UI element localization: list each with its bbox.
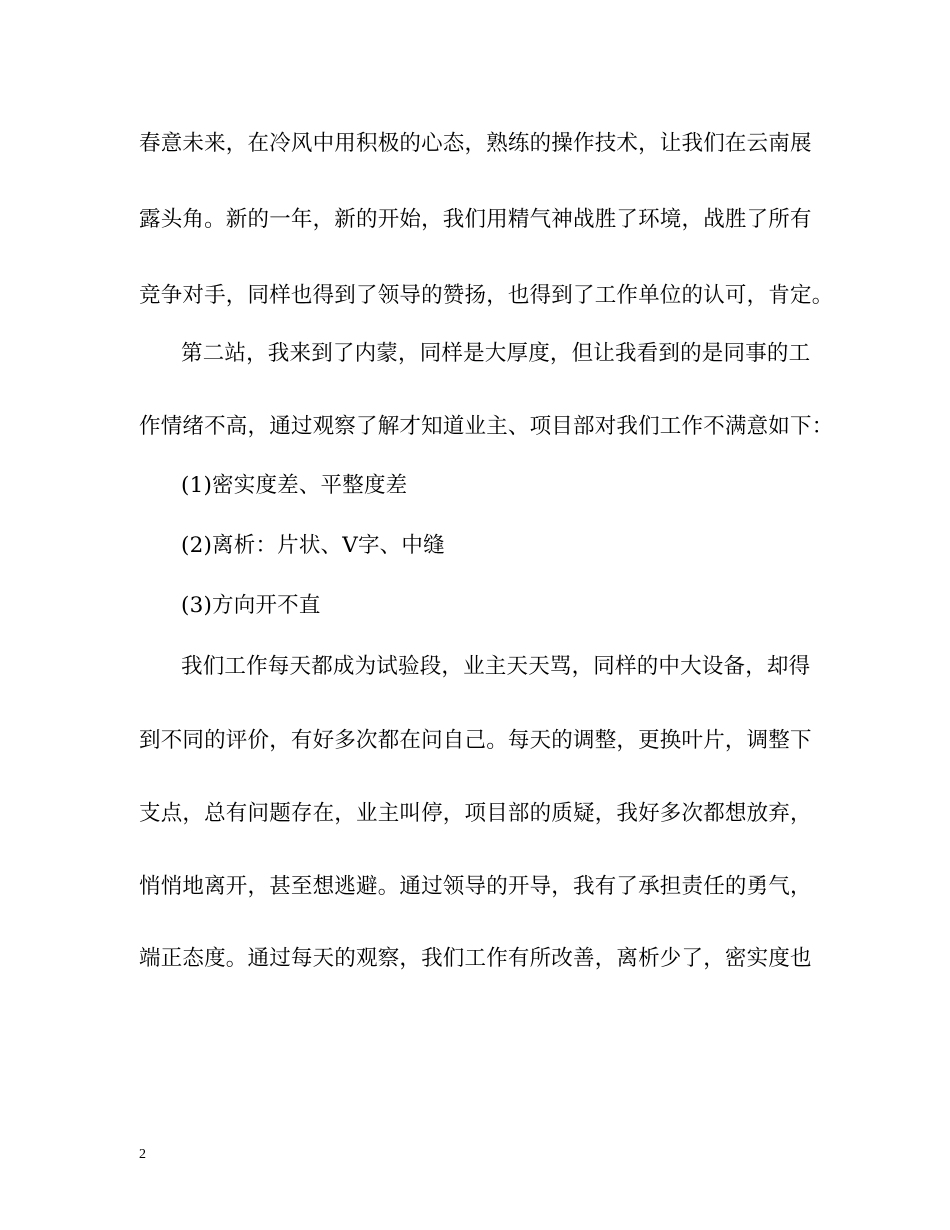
list-item: (2)离析：片状、V字、中缝 — [181, 533, 445, 558]
list-item: (3)方向开不直 — [181, 593, 321, 618]
body-text-line: 支点，总有问题存在，业主叫停，项目部的质疑，我好多次都想放弃， — [139, 801, 812, 826]
page-number: 2 — [139, 1147, 146, 1162]
body-text-line: 到不同的评价，有好多次都在问自己。每天的调整，更换叶片，调整下 — [139, 728, 812, 753]
list-item: (1)密实度差、平整度差 — [181, 473, 408, 498]
paragraph-start-line: 第二站，我来到了内蒙，同样是大厚度，但让我看到的是同事的工 — [181, 341, 811, 366]
body-text-line: 端正态度。通过每天的观察，我们工作有所改善，离析少了，密实度也 — [139, 946, 812, 971]
paragraph-start-line: 我们工作每天都成为试验段，业主天天骂，同样的中大设备，却得 — [181, 654, 811, 679]
body-text-line: 作情绪不高，通过观察了解才知道业主、项目部对我们工作不满意如下： — [139, 414, 834, 439]
body-text-line: 露头角。新的一年，新的开始，我们用精气神战胜了环境，战胜了所有 — [139, 207, 812, 232]
body-text-line: 春意未来，在冷风中用积极的心态，熟练的操作技术，让我们在云南展 — [139, 131, 812, 156]
body-text-line: 竞争对手，同样也得到了领导的赞扬，也得到了工作单位的认可，肯定。 — [139, 283, 834, 308]
body-text-line: 悄悄地离开，甚至想逃避。通过领导的开导，我有了承担责任的勇气， — [139, 874, 812, 899]
